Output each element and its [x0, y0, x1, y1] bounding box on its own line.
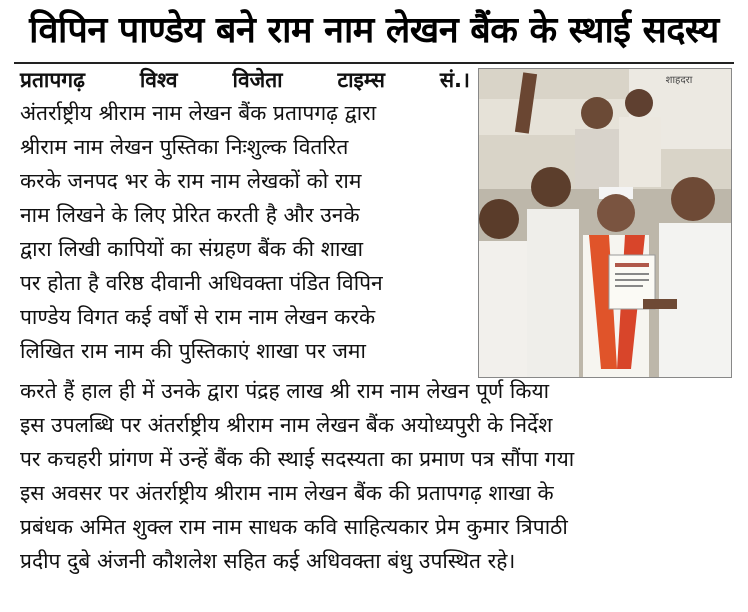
dateline-word: सं.। — [439, 68, 470, 92]
background-sign-text: शाहदरा — [665, 75, 693, 86]
article-line: इस अवसर पर अंतर्राष्ट्रीय श्रीराम नाम लेखन बैंक की प्रतापगढ़ शाखा के — [20, 481, 554, 505]
article-line: प्रबंधक अमित शुक्ल राम नाम साधक कवि साहित्यकार प्रेम कुमार त्रिपाठी — [20, 515, 568, 539]
dateline — [20, 65, 470, 95]
article-line: इस उपलब्धि पर अंतर्राष्ट्रीय श्रीराम नाम लेखन बैंक अयोध्यपुरी के निर्देश — [20, 413, 553, 437]
headline: विपिन पाण्डेय बने राम नाम लेखन बैंक के स्थाई सदस्य — [29, 10, 719, 51]
photo-illustration — [479, 69, 731, 377]
article-line: पर कचहरी प्रांगण में उन्हें बैंक की स्थाई सदस्यता का प्रमाण पत्र सौंपा गया — [20, 447, 575, 471]
article-line: करके जनपद भर के राम नाम लेखकों को राम — [20, 169, 362, 193]
article-line: पर होता है वरिष्ठ दीवानी अधिवक्ता पंडित विपिन — [20, 271, 383, 295]
dateline-word: टाइम्स — [337, 68, 385, 92]
article-line: अंतर्राष्ट्रीय श्रीराम नाम लेखन बैंक प्रतापगढ़ द्वारा — [20, 101, 377, 125]
article-line: पाण्डेय विगत कई वर्षों से राम नाम लेखन करके — [20, 305, 376, 329]
article-line: करते हैं हाल ही में उनके द्वारा पंद्रह लाख श्री राम नाम लेखन पूर्ण किया — [20, 379, 550, 403]
dateline-word: विश्व — [139, 68, 178, 92]
dateline-place: प्रतापगढ़ — [20, 68, 85, 92]
article-line: श्रीराम नाम लेखन पुस्तिका निःशुल्क वितरित — [20, 135, 349, 159]
news-photo — [478, 68, 732, 378]
article-line: लिखित राम नाम की पुस्तिकाएं शाखा पर जमा — [20, 339, 366, 363]
article-line: नाम लिखने के लिए प्रेरित करती है और उनके — [20, 203, 360, 227]
article-line: द्वारा लिखी कापियों का संग्रहण बैंक की शाखा — [20, 237, 364, 261]
dateline-word: विजेता — [232, 68, 283, 92]
headline-rule — [14, 62, 734, 64]
article-line: प्रदीप दुबे अंजनी कौशलेश सहित कई अधिवक्ता बंधु उपस्थित रहे। — [20, 549, 516, 573]
